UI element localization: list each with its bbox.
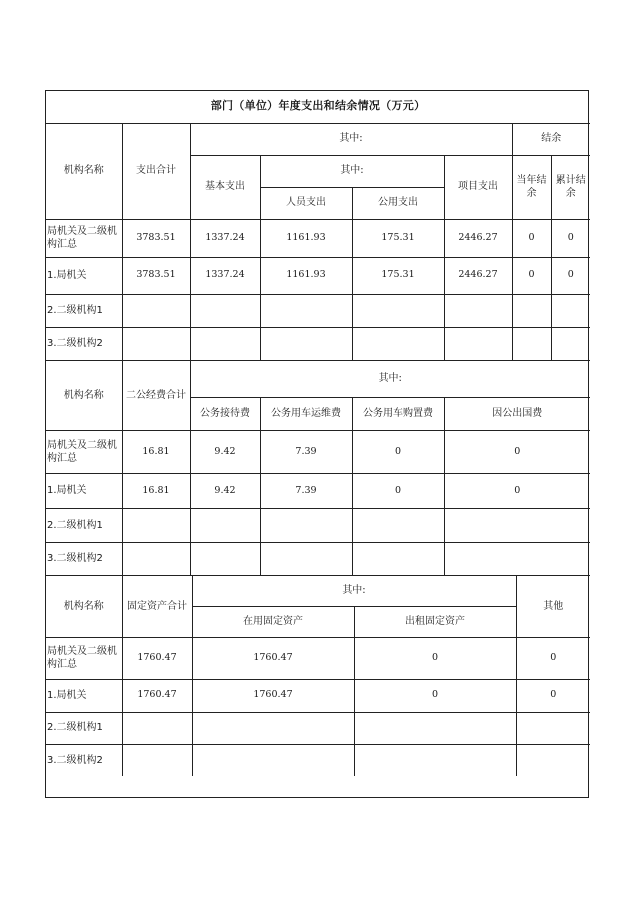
org-name-cell: 3.二级机构2 [46, 744, 122, 776]
table-row [46, 543, 590, 576]
header-cumulative-balance: 累计结余 [551, 155, 590, 219]
table-row [46, 637, 590, 679]
header-public-expenditure: 公用支出 [352, 187, 444, 219]
total-cell [122, 327, 190, 360]
rented-cell: 0 [354, 637, 516, 679]
current-balance-cell: 0 [512, 219, 551, 257]
personnel-cell: 1161.93 [260, 257, 352, 294]
table-row [46, 474, 590, 509]
project-cell: 2446.27 [444, 219, 512, 257]
header-current-balance: 当年结余 [512, 155, 551, 219]
expenditure-table [46, 91, 590, 361]
table-row [46, 327, 590, 360]
public-cell: 175.31 [352, 219, 444, 257]
project-cell [444, 327, 512, 360]
basic-cell [190, 327, 260, 360]
header-of-which: 其中: [190, 361, 590, 398]
rented-cell: 0 [354, 679, 516, 712]
total-cell [122, 543, 190, 576]
project-cell [444, 294, 512, 327]
vehicle-operation-cell: 7.39 [260, 431, 352, 474]
public-cell: 175.31 [352, 257, 444, 294]
vehicle-operation-cell: 7.39 [260, 474, 352, 509]
header-fixed-assets-total: 固定资产合计 [122, 576, 192, 637]
vehicle-purchase-cell [352, 509, 444, 543]
vehicle-purchase-cell: 0 [352, 474, 444, 509]
personnel-cell [260, 294, 352, 327]
current-balance-cell [512, 294, 551, 327]
basic-cell [190, 294, 260, 327]
overseas-travel-cell: 0 [444, 431, 590, 474]
total-cell [122, 509, 190, 543]
rented-cell [354, 744, 516, 776]
vehicle-operation-cell [260, 543, 352, 576]
table-row [46, 219, 590, 257]
cumulative-balance-cell: 0 [551, 257, 590, 294]
reception-cell: 9.42 [190, 431, 260, 474]
org-name-cell: 3.二级机构2 [46, 327, 122, 360]
org-name-cell: 2.二级机构1 [46, 509, 122, 543]
header-vehicle-operation-fee: 公务用车运维费 [260, 398, 352, 431]
table-row [46, 744, 590, 776]
total-cell: 1760.47 [122, 679, 192, 712]
total-cell [122, 712, 192, 744]
org-name-cell: 1.局机关 [46, 474, 122, 509]
total-cell: 3783.51 [122, 257, 190, 294]
current-balance-cell: 0 [512, 257, 551, 294]
header-basic-expenditure: 基本支出 [190, 155, 260, 219]
table-row [46, 257, 590, 294]
table-row [46, 712, 590, 744]
header-rented-assets: 出租固定资产 [354, 606, 516, 637]
header-org-name: 机构名称 [46, 123, 122, 219]
vehicle-operation-cell [260, 509, 352, 543]
project-cell: 2446.27 [444, 257, 512, 294]
header-overseas-travel-fee: 因公出国费 [444, 398, 590, 431]
other-cell: 0 [516, 637, 590, 679]
header-reception-fee: 公务接待费 [190, 398, 260, 431]
other-cell [516, 744, 590, 776]
org-name-cell: 2.二级机构1 [46, 294, 122, 327]
org-name-cell: 局机关及二级机构汇总 [46, 637, 122, 679]
report-sheet [45, 90, 589, 798]
table-row [46, 509, 590, 543]
header-vehicle-purchase-fee: 公务用车购置费 [352, 398, 444, 431]
total-cell: 1760.47 [122, 637, 192, 679]
total-cell: 16.81 [122, 474, 190, 509]
other-cell [516, 712, 590, 744]
other-cell: 0 [516, 679, 590, 712]
vehicle-purchase-cell [352, 543, 444, 576]
cumulative-balance-cell: 0 [551, 219, 590, 257]
overseas-travel-cell [444, 509, 590, 543]
header-other: 其他 [516, 576, 590, 637]
org-name-cell: 1.局机关 [46, 679, 122, 712]
total-cell: 3783.51 [122, 219, 190, 257]
reception-cell: 9.42 [190, 474, 260, 509]
cumulative-balance-cell [551, 327, 590, 360]
page-title: 部门（单位）年度支出和结余情况（万元） [46, 91, 590, 123]
table-row [46, 679, 590, 712]
total-cell: 16.81 [122, 431, 190, 474]
in-use-cell [192, 712, 354, 744]
total-cell [122, 744, 192, 776]
org-name-cell: 局机关及二级机构汇总 [46, 431, 122, 474]
public-cell [352, 327, 444, 360]
fixed-assets-table [46, 576, 590, 776]
overseas-travel-cell [444, 543, 590, 576]
basic-cell: 1337.24 [190, 219, 260, 257]
public-cell [352, 294, 444, 327]
org-name-cell: 1.局机关 [46, 257, 122, 294]
header-org-name: 机构名称 [46, 361, 122, 431]
reception-cell [190, 509, 260, 543]
org-name-cell: 3.二级机构2 [46, 543, 122, 576]
total-cell [122, 294, 190, 327]
in-use-cell: 1760.47 [192, 637, 354, 679]
table-row [46, 294, 590, 327]
header-org-name: 机构名称 [46, 576, 122, 637]
vehicle-purchase-cell: 0 [352, 431, 444, 474]
header-of-which: 其中: [192, 576, 516, 606]
header-of-which: 其中: [190, 123, 512, 155]
header-project-expenditure: 项目支出 [444, 155, 512, 219]
overseas-travel-cell: 0 [444, 474, 590, 509]
header-personnel-expenditure: 人员支出 [260, 187, 352, 219]
header-official-expense-total: 二公经费合计 [122, 361, 190, 431]
rented-cell [354, 712, 516, 744]
org-name-cell: 2.二级机构1 [46, 712, 122, 744]
personnel-cell: 1161.93 [260, 219, 352, 257]
cumulative-balance-cell [551, 294, 590, 327]
current-balance-cell [512, 327, 551, 360]
header-in-use-assets: 在用固定资产 [192, 606, 354, 637]
personnel-cell [260, 327, 352, 360]
in-use-cell [192, 744, 354, 776]
basic-cell: 1337.24 [190, 257, 260, 294]
reception-cell [190, 543, 260, 576]
header-balance: 结余 [512, 123, 590, 155]
table-row [46, 431, 590, 474]
org-name-cell: 局机关及二级机构汇总 [46, 219, 122, 257]
official-expenses-table [46, 361, 590, 577]
header-of-which-2: 其中: [260, 155, 444, 187]
in-use-cell: 1760.47 [192, 679, 354, 712]
header-total-expenditure: 支出合计 [122, 123, 190, 219]
